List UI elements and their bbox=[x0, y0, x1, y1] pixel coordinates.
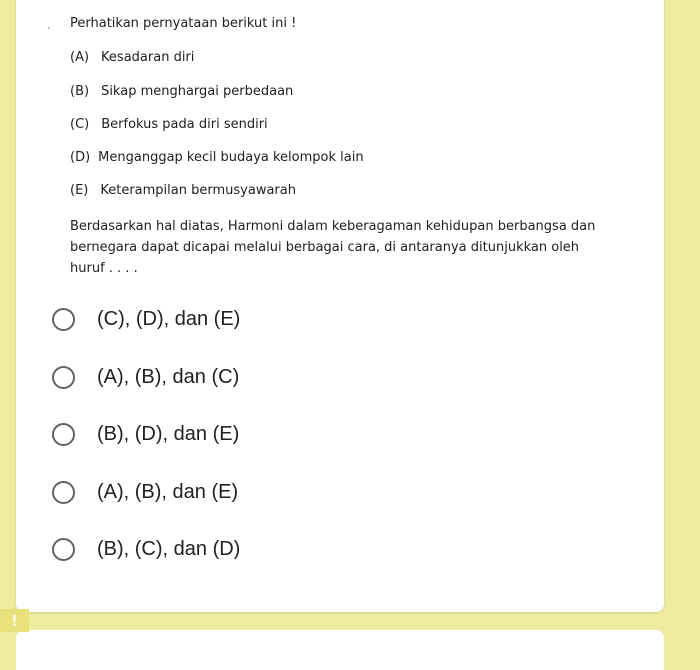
statement-d bbox=[70, 148, 364, 168]
answer-option-label: (C), (D), dan (E) bbox=[97, 307, 241, 330]
radio-button[interactable] bbox=[52, 308, 75, 331]
statement-a bbox=[70, 48, 194, 68]
statement-key: (B) bbox=[70, 84, 90, 99]
answer-option-3[interactable] bbox=[52, 414, 239, 454]
statement-text: Sikap menghargai perbedaan bbox=[101, 84, 294, 99]
question-intro-text: Perhatikan pernyataan berikut ini ! bbox=[70, 16, 297, 31]
statement-key: (E) bbox=[70, 183, 89, 198]
answer-option-label: (A), (B), dan (C) bbox=[97, 365, 240, 388]
statement-text: Kesadaran diri bbox=[101, 50, 195, 65]
statement-b bbox=[70, 82, 293, 102]
statement-text: Berfokus pada diri sendiri bbox=[101, 117, 268, 132]
radio-button[interactable] bbox=[52, 366, 75, 389]
statement-c bbox=[70, 115, 268, 135]
alert-glyph: ! bbox=[11, 611, 18, 630]
answer-option-5[interactable] bbox=[52, 529, 240, 569]
answer-option-4[interactable] bbox=[52, 472, 238, 512]
radio-button[interactable] bbox=[52, 423, 75, 446]
radio-button[interactable] bbox=[52, 538, 75, 561]
statement-key: (D) bbox=[70, 150, 91, 165]
answer-option-1[interactable] bbox=[52, 299, 240, 339]
prompt-line-1: Berdasarkan hal diatas, Harmoni dalam keberagaman kehidupan berbangsa dan bbox=[70, 219, 596, 234]
prompt-line-2: bernegara dapat dicapai melalui berbagai cara, di antaranya ditunjukkan oleh bbox=[70, 240, 580, 255]
statement-text: Keterampilan bermusyawarah bbox=[100, 183, 296, 198]
next-question-card bbox=[16, 630, 664, 670]
answer-option-label: (B), (C), dan (D) bbox=[97, 537, 241, 560]
prompt-line-3: huruf . . . . bbox=[70, 261, 138, 276]
answer-option-label: (B), (D), dan (E) bbox=[97, 422, 240, 445]
card-dot bbox=[48, 27, 50, 29]
question-prompt bbox=[70, 216, 630, 279]
statement-key: (A) bbox=[70, 50, 90, 65]
answer-option-2[interactable] bbox=[52, 357, 239, 397]
answer-option-label: (A), (B), dan (E) bbox=[97, 480, 239, 503]
exclamation-icon[interactable] bbox=[0, 609, 29, 632]
question-intro bbox=[70, 14, 640, 34]
statement-e bbox=[70, 181, 296, 201]
radio-button[interactable] bbox=[52, 481, 75, 504]
statement-key: (C) bbox=[70, 117, 90, 132]
statement-text: Menganggap kecil budaya kelompok lain bbox=[98, 150, 364, 165]
